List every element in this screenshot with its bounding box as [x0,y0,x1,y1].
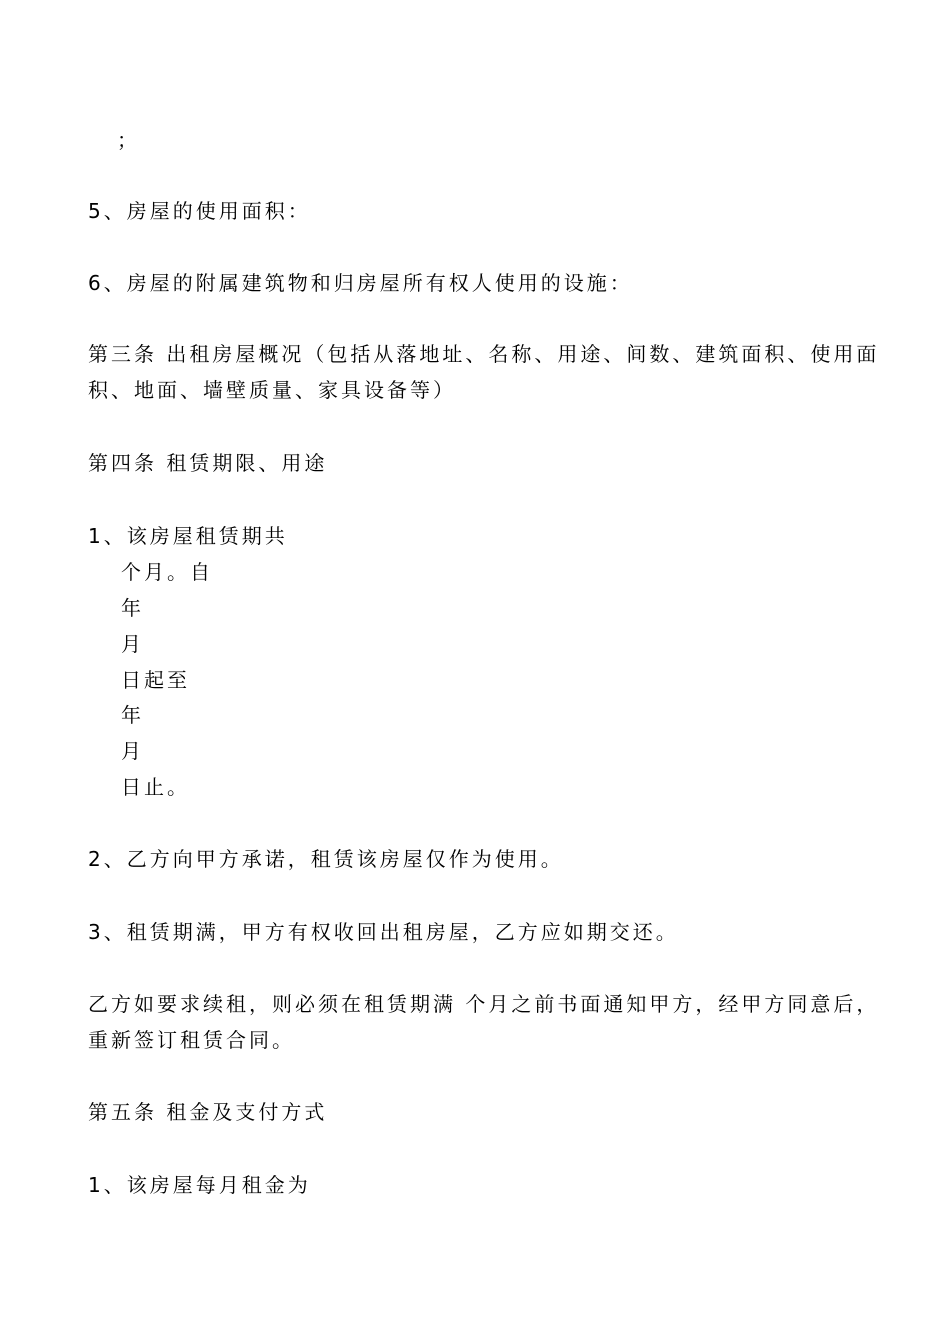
article-4-title: 第四条 租赁期限、用途 [88,451,328,475]
term-month-start: 月 [121,632,144,656]
rent-clause: 1、该房屋每月租金为 [88,1173,311,1197]
article-3-line-1: 第三条 出租房屋概况（包括从落地址、名称、用途、间数、建筑面积、使用面 [88,342,880,366]
term-year-end: 年 [121,703,144,727]
item-6-facilities: 6、房屋的附属建筑物和归房屋所有权人使用的设施： [88,271,633,295]
renew-line-2: 重新签订租赁合同。 [88,1028,295,1052]
article-5-title: 第五条 租金及支付方式 [88,1100,328,1124]
term-month-end: 月 [121,739,144,763]
term-year-start: 年 [121,596,144,620]
renew-line-1: 乙方如要求续租，则必须在租赁期满 个月之前书面通知甲方，经甲方同意后， [88,992,880,1016]
item-5-usable-area: 5、房屋的使用面积： [88,199,311,223]
semicolon-line: ； [117,128,140,152]
article-3-line-2: 积、地面、墙壁质量、家具设备等） [88,378,456,402]
term-day-from: 日起至 [121,668,190,692]
use-clause: 2、乙方向甲方承诺，租赁该房屋仅作为使用。 [88,847,564,871]
term-intro: 1、该房屋租赁期共 [88,524,288,548]
term-months: 个月。自 [121,560,213,584]
return-clause: 3、租赁期满，甲方有权收回出租房屋，乙方应如期交还。 [88,920,679,944]
term-day-to: 日止。 [121,775,190,799]
